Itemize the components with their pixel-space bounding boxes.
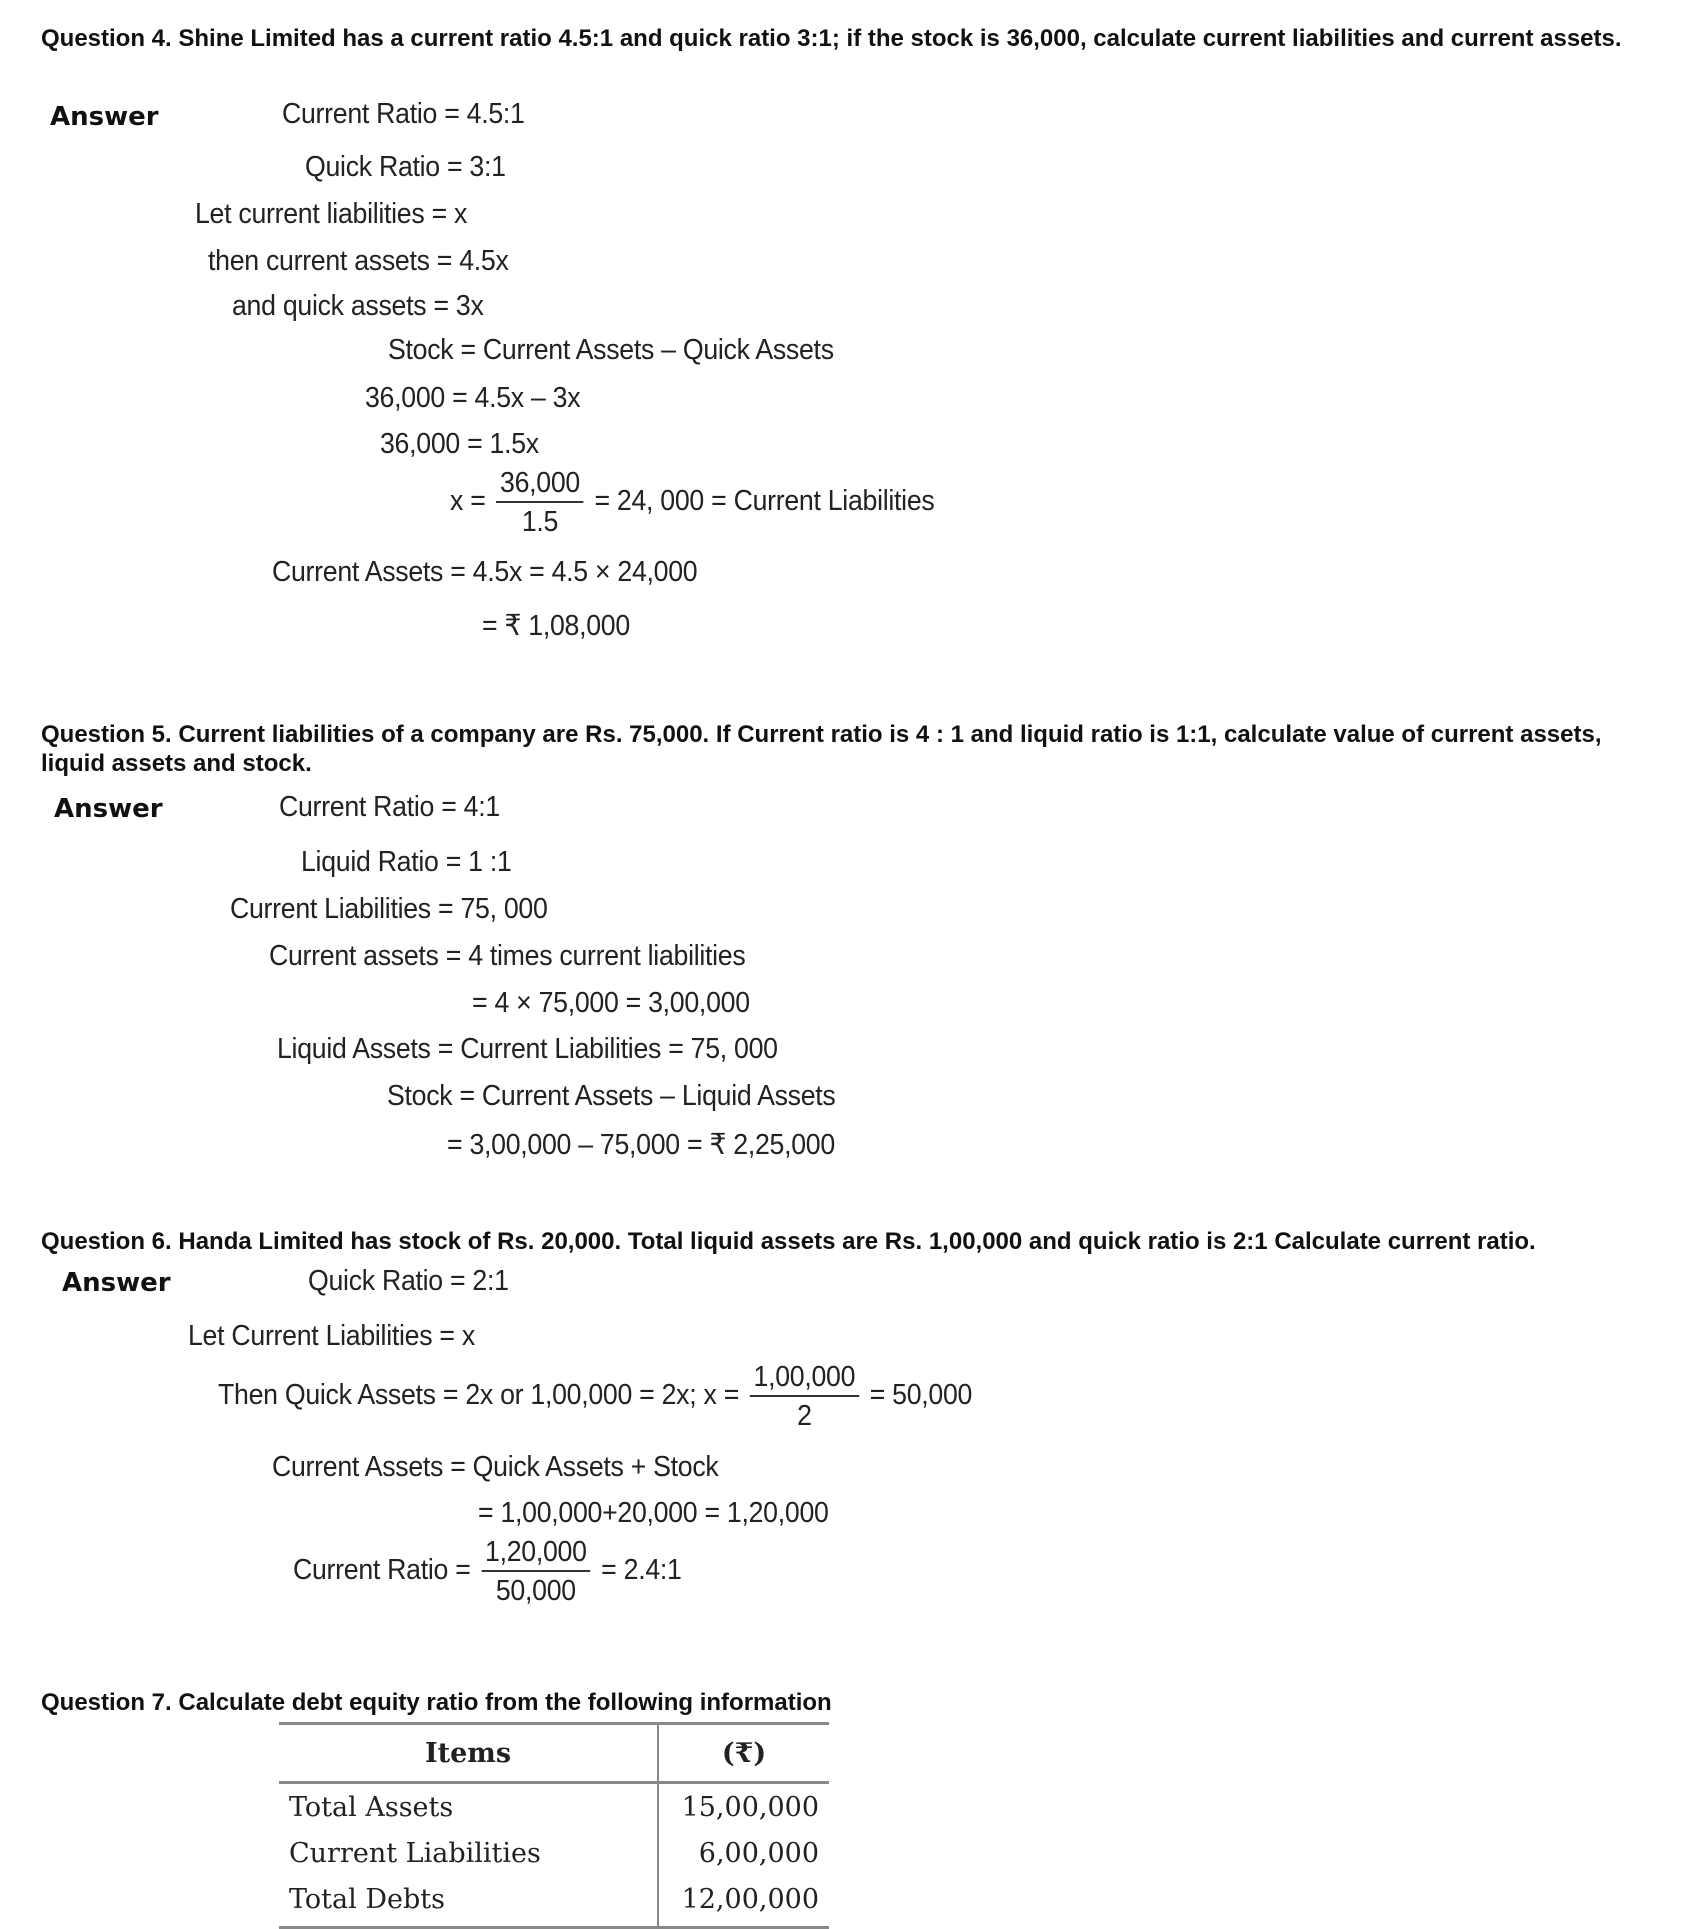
question-5-heading: Question 5. Current liabilities of a company are Rs. 75,000. If Current ratio is 4 : 1 and liquid ratio is 1:1, calculate value of current assets, liquid assets and stock. — [41, 721, 1602, 777]
equation-line: and quick assets = 3x — [232, 290, 484, 322]
equation-line: = 1,00,000+20,000 = 1,20,000 — [478, 1497, 829, 1529]
fraction-numerator: 1,00,000 — [750, 1360, 859, 1397]
answer-label: Answer — [54, 794, 163, 824]
item-label: Current Liabilities — [289, 1837, 541, 1869]
fraction-lhs: Then Quick Assets = 2x or 1,00,000 = 2x; x = — [218, 1379, 740, 1412]
equation-line: 36,000 = 1.5x — [380, 428, 539, 460]
equation-line: Current Assets = Quick Assets + Stock — [272, 1451, 719, 1483]
equation-line: Current Assets = 4.5x = 4.5 × 24,000 — [272, 556, 698, 588]
item-amount: 6,00,000 — [658, 1830, 829, 1876]
equation-line: 36,000 = 4.5x – 3x — [365, 382, 581, 414]
equation-line: Current assets = 4 times current liabilities — [269, 940, 746, 972]
fraction — [481, 1535, 590, 1608]
fraction — [750, 1360, 859, 1433]
fraction — [496, 466, 583, 539]
fraction-equation — [293, 1535, 682, 1608]
fraction-rhs: = 50,000 — [869, 1379, 973, 1412]
fraction-denominator: 50,000 — [495, 1575, 576, 1607]
result-line: = ₹ 1,08,000 — [482, 610, 630, 642]
equation-line: Stock = Current Assets – Liquid Assets — [387, 1080, 836, 1112]
fraction-lhs: Current Ratio = — [293, 1554, 471, 1587]
table-row — [279, 1783, 829, 1831]
equation-line: Let current liabilities = x — [195, 198, 468, 230]
equation-line: = 4 × 75,000 = 3,00,000 — [472, 987, 750, 1019]
equation-line: Quick Ratio = 3:1 — [305, 151, 506, 183]
equation-line: then current assets = 4.5x — [208, 245, 509, 277]
fraction-denominator: 2 — [797, 1400, 812, 1432]
fraction-equation — [218, 1360, 972, 1433]
item-label: Total Debts — [279, 1876, 658, 1928]
fraction-rhs: = 2.4:1 — [601, 1554, 682, 1587]
debt-equity-table — [279, 1722, 829, 1929]
item-amount: 15,00,000 — [658, 1783, 829, 1831]
column-header-items: Items — [279, 1724, 658, 1783]
equation-line: Current Ratio = 4:1 — [279, 791, 500, 823]
question-4-heading: Question 4. Shine Limited has a current ratio 4.5:1 and quick ratio 3:1; if the stock is 36,000, calculate current liabilities and current assets. — [41, 25, 1622, 52]
item-label: Total Assets — [289, 1791, 454, 1823]
equation-line: Liquid Assets = Current Liabilities = 75, 000 — [277, 1033, 778, 1065]
column-header-amount: (₹) — [658, 1724, 829, 1783]
item-amount: 12,00,000 — [658, 1876, 829, 1928]
equation-line: Quick Ratio = 2:1 — [308, 1265, 509, 1297]
table-header-row — [279, 1724, 829, 1783]
fraction-numerator: 36,000 — [496, 466, 583, 503]
fraction-denominator: 1.5 — [521, 506, 559, 538]
table-row — [279, 1830, 829, 1876]
answer-label: Answer — [62, 1268, 171, 1298]
equation-line: Current Ratio = 4.5:1 — [282, 98, 525, 130]
table-row — [279, 1876, 829, 1928]
equation-line: Current Liabilities = 75, 000 — [230, 893, 548, 925]
equation-line: Liquid Ratio = 1 :1 — [301, 846, 512, 878]
fraction-lhs: x = — [450, 485, 486, 518]
fraction-rhs: = 24, 000 = Current Liabilities — [594, 485, 935, 518]
fraction-numerator: 1,20,000 — [481, 1535, 590, 1572]
answer-label: Answer — [50, 102, 159, 132]
equation-line: Stock = Current Assets – Quick Assets — [388, 334, 834, 366]
fraction-equation — [450, 466, 934, 539]
result-line: = 3,00,000 – 75,000 = ₹ 2,25,000 — [447, 1129, 835, 1161]
equation-line: Let Current Liabilities = x — [188, 1320, 475, 1352]
question-7-heading: Question 7. Calculate debt equity ratio from the following information — [41, 1689, 832, 1716]
question-6-heading: Question 6. Handa Limited has stock of Rs. 20,000. Total liquid assets are Rs. 1,00,000 and quick ratio is 2:1 Calculate current ratio. — [41, 1228, 1536, 1255]
